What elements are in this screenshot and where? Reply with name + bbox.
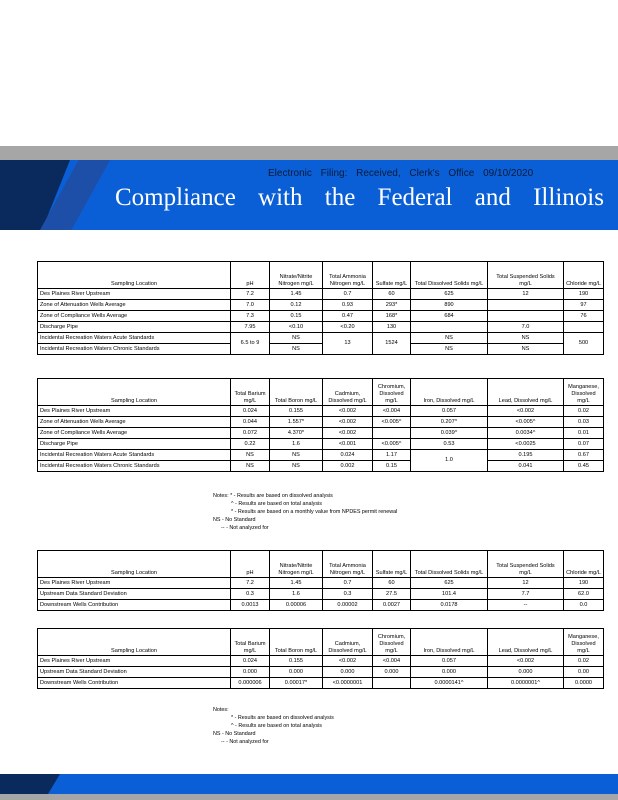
- table-cell: 7.3: [231, 311, 270, 322]
- table-cell: 0.039^: [411, 428, 488, 439]
- table-cell: 0.155: [270, 406, 323, 417]
- table-cell: 0.0000: [564, 678, 604, 689]
- column-header: Total Suspended Solids mg/L: [488, 551, 564, 578]
- table-cell: Upstream Data Standard Deviation: [38, 589, 231, 600]
- water-quality-table-2: [37, 378, 604, 472]
- table-cell: 0.07: [564, 439, 604, 450]
- note-line: * - Results are based on dissolved analysis: [231, 715, 334, 721]
- column-header: Sulfate mg/L: [373, 551, 411, 578]
- column-header: Total Boron mg/L: [270, 379, 323, 406]
- column-header: Cadmium, Dissolved mg/L: [323, 379, 373, 406]
- table-cell: 0.000: [488, 667, 564, 678]
- notes-block-2: [213, 706, 334, 746]
- column-header: Total Barium mg/L: [231, 629, 270, 656]
- table-cell: NS: [270, 461, 323, 472]
- table-cell: 0.000: [373, 667, 411, 678]
- table-cell: 1.45: [270, 578, 323, 589]
- table-cell: <0.20: [323, 322, 373, 333]
- table-cell: 101.4: [411, 589, 488, 600]
- table-cell: 0.155: [270, 656, 323, 667]
- table-cell: 0.45: [564, 461, 604, 472]
- table-row: [38, 406, 604, 417]
- notes-title: Notes: * - Results are based on dissolved analysis: [213, 493, 333, 499]
- table-cell: 12: [488, 578, 564, 589]
- column-header: Sampling Location: [38, 629, 231, 656]
- table-cell: 190: [564, 578, 604, 589]
- table-cell: NS: [270, 344, 323, 355]
- table-cell: 0.024: [323, 450, 373, 461]
- table-cell: <0.10: [270, 322, 323, 333]
- table-cell: NS: [488, 333, 564, 344]
- table-cell: 1.17: [373, 450, 411, 461]
- table-cell: 293*: [373, 300, 411, 311]
- slide-title: Compliance with the Federal and Illinois: [115, 184, 604, 211]
- column-header: Sulfate mg/L: [373, 262, 411, 289]
- note-line: -- - Not analyzed for: [221, 739, 269, 745]
- note-line: NS - No Standard: [213, 517, 256, 523]
- table-cell: Zone of Attenuation Wells Average: [38, 417, 231, 428]
- table-cell: 0.002: [323, 461, 373, 472]
- table-cell: 0.000: [323, 667, 373, 678]
- column-header: Total Dissolved Solids mg/L: [411, 551, 488, 578]
- table-cell: 190: [564, 289, 604, 300]
- table-cell: <0.004: [373, 656, 411, 667]
- table-cell: 0.93: [323, 300, 373, 311]
- table-cell: 7.95: [231, 322, 270, 333]
- table-cell: Zone of Attenuation Wells Average: [38, 300, 231, 311]
- column-header: Manganese, Dissolved mg/L: [564, 629, 604, 656]
- table-cell: 7.2: [231, 289, 270, 300]
- column-header: Manganese, Dissolved mg/L: [564, 379, 604, 406]
- column-header: Nitrate/Nitrite Nitrogen mg/L: [270, 262, 323, 289]
- table-cell: 0.3: [323, 589, 373, 600]
- table-cell: 0.044: [231, 417, 270, 428]
- table-cell: Downstream Wells Contribution: [38, 600, 231, 611]
- table-cell: [373, 678, 411, 689]
- title-banner: [0, 160, 618, 230]
- table-cell: 625: [411, 289, 488, 300]
- table-cell: 1.6: [270, 439, 323, 450]
- table-cell: <0.002: [323, 656, 373, 667]
- table-row: [38, 311, 604, 322]
- table-cell: 0.53: [411, 439, 488, 450]
- table-cell: 0.057: [411, 406, 488, 417]
- table-cell: 0.67: [564, 450, 604, 461]
- table-row: [38, 450, 604, 461]
- table-cell: Upstream Data Standard Deviation: [38, 667, 231, 678]
- table-cell: NS: [231, 450, 270, 461]
- column-header: Total Suspended Solids mg/L: [488, 262, 564, 289]
- table-row: [38, 678, 604, 689]
- table-cell: Incidental Recreation Waters Acute Standards: [38, 450, 231, 461]
- table-cell: [373, 428, 411, 439]
- table-cell: 0.02: [564, 656, 604, 667]
- table-cell: <0.001: [323, 439, 373, 450]
- table-row: [38, 344, 604, 355]
- table-cell: 0.0013: [231, 600, 270, 611]
- table-cell: 0.041: [488, 461, 564, 472]
- table-row: [38, 428, 604, 439]
- table-cell: 13: [323, 333, 373, 355]
- column-header: Total Ammonia Nitrogen mg/L: [323, 262, 373, 289]
- table-header-row: [38, 551, 604, 578]
- column-header: Total Dissolved Solids mg/L: [411, 262, 488, 289]
- table-cell: 0.22: [231, 439, 270, 450]
- table-cell: <0.0025: [488, 439, 564, 450]
- table-cell: [488, 311, 564, 322]
- table-cell: Des Plaines River Upstream: [38, 406, 231, 417]
- footer-dark-accent: [0, 774, 60, 794]
- column-header: Chloride mg/L: [564, 262, 604, 289]
- table-cell: [564, 322, 604, 333]
- table-row: [38, 589, 604, 600]
- table-cell: 684: [411, 311, 488, 322]
- table-cell: Zone of Compliance Wells Average: [38, 428, 231, 439]
- table-row: [38, 578, 604, 589]
- column-header: Nitrate/Nitrite Nitrogen mg/L: [270, 551, 323, 578]
- table-row: [38, 417, 604, 428]
- column-header: Sampling Location: [38, 551, 231, 578]
- table-cell: 27.5: [373, 589, 411, 600]
- table-cell: Discharge Pipe: [38, 439, 231, 450]
- table-cell: 0.7: [323, 289, 373, 300]
- table-row: [38, 439, 604, 450]
- table-cell: 0.0000001^: [488, 678, 564, 689]
- table-cell: 1.6: [270, 589, 323, 600]
- table-cell: 0.00: [564, 667, 604, 678]
- table-cell: 1.557*: [270, 417, 323, 428]
- table-cell: NS: [411, 344, 488, 355]
- table-cell: 0.0178: [411, 600, 488, 611]
- column-header: Sampling Location: [38, 379, 231, 406]
- table-cell: 168*: [373, 311, 411, 322]
- table-cell: --: [488, 600, 564, 611]
- note-line: NS - No Standard: [213, 731, 256, 737]
- table-cell: 97: [564, 300, 604, 311]
- water-quality-table-4: [37, 628, 604, 689]
- table-cell: <0.005^: [373, 417, 411, 428]
- column-header: pH: [231, 262, 270, 289]
- table-cell: 1.45: [270, 289, 323, 300]
- table-cell: 12: [488, 289, 564, 300]
- table-cell: <0.005^: [373, 439, 411, 450]
- table-cell: <0.005^: [488, 417, 564, 428]
- table-cell: <0.0000001: [323, 678, 373, 689]
- table-cell: Incidental Recreation Waters Chronic Standards: [38, 344, 231, 355]
- note-line: * - Results are based on a monthly value from NPDES permit renewal: [231, 509, 398, 515]
- column-header: Total Ammonia Nitrogen mg/L: [323, 551, 373, 578]
- table-cell: 0.15: [373, 461, 411, 472]
- table-cell: <0.002: [323, 417, 373, 428]
- table-cell: 0.0000141^: [411, 678, 488, 689]
- table-row: [38, 461, 604, 472]
- table-cell: Discharge Pipe: [38, 322, 231, 333]
- table-cell: 0.057: [411, 656, 488, 667]
- table-cell: 0.024: [231, 656, 270, 667]
- table-cell: 0.000: [231, 667, 270, 678]
- table-cell: 130: [373, 322, 411, 333]
- table-cell: [411, 322, 488, 333]
- table-cell: 0.0: [564, 600, 604, 611]
- column-header: Iron, Dissolved mg/L: [411, 629, 488, 656]
- table-cell: NS: [270, 333, 323, 344]
- table-header-row: [38, 379, 604, 406]
- table-cell: NS: [270, 450, 323, 461]
- table-cell: 60: [373, 578, 411, 589]
- table-cell: Des Plaines River Upstream: [38, 656, 231, 667]
- column-header: Total Boron mg/L: [270, 629, 323, 656]
- table-cell: 0.207^: [411, 417, 488, 428]
- top-grey-bar: [0, 146, 618, 160]
- water-quality-table-1: [37, 261, 604, 355]
- table-cell: 0.02: [564, 406, 604, 417]
- table-cell: 0.7: [323, 578, 373, 589]
- table-cell: 890: [411, 300, 488, 311]
- table-header-row: [38, 629, 604, 656]
- table-cell: Downstream Wells Contribution: [38, 678, 231, 689]
- table-cell: NS: [488, 344, 564, 355]
- table-cell: 0.03: [564, 417, 604, 428]
- table-cell: 0.072: [231, 428, 270, 439]
- table-cell: 500: [564, 333, 604, 355]
- table-cell: Des Plaines River Upstream: [38, 289, 231, 300]
- table-cell: 0.47: [323, 311, 373, 322]
- table-cell: 0.15: [270, 311, 323, 322]
- table-cell: 4.370*: [270, 428, 323, 439]
- table-cell: 7.0: [231, 300, 270, 311]
- table-cell: 0.0027: [373, 600, 411, 611]
- table-cell: 0.01: [564, 428, 604, 439]
- table-cell: <0.002: [488, 656, 564, 667]
- table-row: [38, 656, 604, 667]
- filing-stamp: Electronic Filing: Received, Clerk's Office 09/10/2020: [268, 168, 534, 179]
- table-cell: <0.002: [488, 406, 564, 417]
- table-cell: 625: [411, 578, 488, 589]
- column-header: Chloride mg/L: [564, 551, 604, 578]
- footer-grey-bar: [0, 794, 618, 800]
- table-cell: 6.5 to 9: [231, 333, 270, 355]
- table-cell: 0.000: [411, 667, 488, 678]
- notes-title: Notes:: [213, 707, 229, 713]
- table-cell: 0.000: [270, 667, 323, 678]
- table-cell: 60: [373, 289, 411, 300]
- table-cell: Incidental Recreation Waters Chronic Standards: [38, 461, 231, 472]
- note-line: -- - Not analyzed for: [221, 525, 269, 531]
- table-cell: 0.024: [231, 406, 270, 417]
- column-header: Chromium, Dissolved mg/L: [373, 379, 411, 406]
- column-header: Lead, Dissolved mg/L: [488, 379, 564, 406]
- table-cell: 0.3: [231, 589, 270, 600]
- table-cell: Zone of Compliance Wells Average: [38, 311, 231, 322]
- table-cell: 62.0: [564, 589, 604, 600]
- column-header: Iron, Dissolved mg/L: [411, 379, 488, 406]
- notes-block-1: [213, 492, 397, 532]
- column-header: pH: [231, 551, 270, 578]
- table-cell: 0.12: [270, 300, 323, 311]
- table-cell: NS: [231, 461, 270, 472]
- table-cell: <0.002: [323, 428, 373, 439]
- table-row: [38, 322, 604, 333]
- table-cell: 0.000006: [231, 678, 270, 689]
- table-cell: NS: [411, 333, 488, 344]
- table-cell: [488, 300, 564, 311]
- note-line: ^ - Results are based on total analysis: [231, 723, 322, 729]
- table-cell: 7.2: [231, 578, 270, 589]
- column-header: Sampling Location: [38, 262, 231, 289]
- table-cell: Des Plaines River Upstream: [38, 578, 231, 589]
- column-header: Chromium, Dissolved mg/L: [373, 629, 411, 656]
- water-quality-table-3: [37, 550, 604, 611]
- table-row: [38, 289, 604, 300]
- table-row: [38, 600, 604, 611]
- column-header: Total Barium mg/L: [231, 379, 270, 406]
- table-cell: <0.002: [323, 406, 373, 417]
- table-cell: 0.00002: [323, 600, 373, 611]
- table-cell: 7.7: [488, 589, 564, 600]
- table-cell: 7.0: [488, 322, 564, 333]
- table-cell: 0.00017*: [270, 678, 323, 689]
- table-row: [38, 300, 604, 311]
- table-cell: <0.004: [373, 406, 411, 417]
- note-line: ^ - Results are based on total analysis: [231, 501, 322, 507]
- table-cell: 0.195: [488, 450, 564, 461]
- table-cell: 1524: [373, 333, 411, 355]
- table-header-row: [38, 262, 604, 289]
- table-row: [38, 333, 604, 344]
- column-header: Cadmium, Dissolved mg/L: [323, 629, 373, 656]
- table-cell: Incidental Recreation Waters Acute Standards: [38, 333, 231, 344]
- table-cell: 0.0034^: [488, 428, 564, 439]
- column-header: Lead, Dissolved mg/L: [488, 629, 564, 656]
- table-cell: 1.0: [411, 450, 488, 472]
- table-cell: 0.00006: [270, 600, 323, 611]
- table-cell: 76: [564, 311, 604, 322]
- table-row: [38, 667, 604, 678]
- footer-blue-bar: [0, 774, 618, 794]
